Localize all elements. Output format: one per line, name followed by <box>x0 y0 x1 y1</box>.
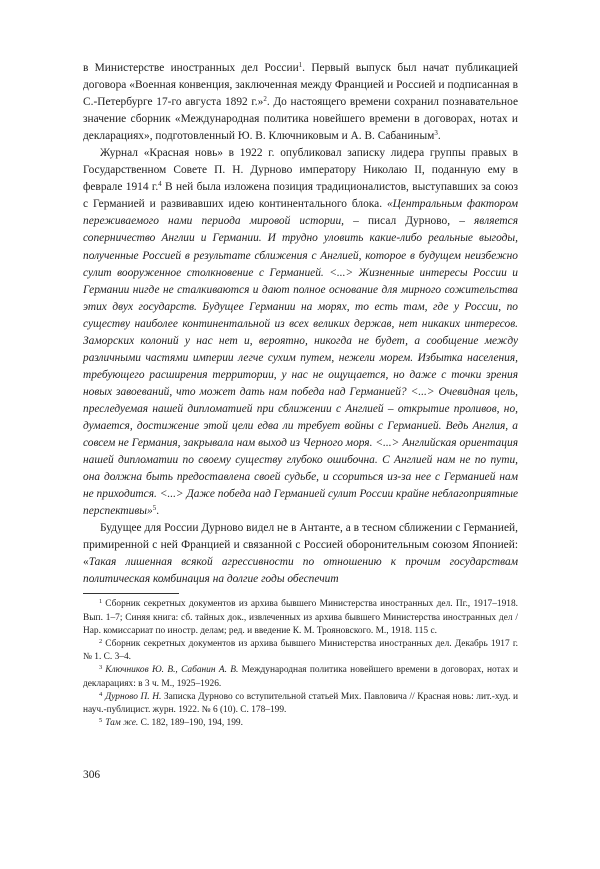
text-run: Сборник секретных документов из архива бывшего Министерства иностранных дел. Декабрь 1917 г. № 1. С. 3–4. <box>83 639 518 663</box>
italic-text: Там же. <box>105 718 139 729</box>
text-run: В ней была изложена позиция традиционалистов, выступавших за союз с Германией и развивавших идею континентального блока. <box>83 181 518 211</box>
paragraph <box>83 60 518 145</box>
text-run: Международная политика новейшего времени в договорах, нотах и декларациях: в 3 ч. М., 1925–1926. <box>83 665 519 689</box>
document-page <box>83 60 518 730</box>
footnote-number: 1 <box>99 598 103 606</box>
italic-text: «Центральным фактором переживаемого нами периода мировой истории, <box>83 198 518 228</box>
text-run: . <box>156 505 160 518</box>
text-run: С. 182, 189–190, 194, 199. <box>138 718 243 729</box>
footnote <box>83 717 518 730</box>
text-run: Журнал «Красная новь» в 1922 г. опубликовал записку лидера группы правых в Государственном Совете П. Н. Дурново императору Николаю II, поданную ему в феврале 1914 г. <box>83 147 518 194</box>
paragraph <box>83 520 518 588</box>
italic-text: Дурново П. Н. <box>105 691 162 702</box>
text-run: . Первый выпуск был начат публикацией договора «Военная конвенция, заключенная между Францией и Россией и подписанная в С.-Петербурге 17-го августа 1892 г.» <box>83 62 519 109</box>
footnote <box>83 691 518 717</box>
footnote-number: 5 <box>99 717 103 725</box>
text-run: . <box>437 130 441 143</box>
body-text <box>83 60 518 588</box>
text-run: в Министерстве иностранных дел России <box>83 62 299 74</box>
paragraph <box>83 145 518 520</box>
italic-text: Ключников Ю. В., Сабанин А. В. <box>105 665 239 676</box>
footnote-number: 2 <box>99 638 103 646</box>
text-run: . До настоящего времени сохранил познавательное значение сборник «Международная политика новейшего времени в договорах, нотах и декларациях», подготовленный Ю. В. Ключниковым и А. В. Сабаниным <box>83 96 518 143</box>
footnote-number: 4 <box>99 690 103 698</box>
text-run: – писал Дурново, – <box>344 215 475 228</box>
text-run: Сборник секретных документов из архива бывшего Министерства иностранных дел. Пг., 1917–1918. Вып. 1–7; Синяя книга: сб. тайных док., извлеченных из архива бывшего Министерства иностранных дел / Нар. комиссариат по иностр. делам; ред. и введение К. М. Трояновского. М., 1918. 115 с. <box>83 599 518 636</box>
footnote-divider <box>83 593 179 594</box>
italic-text: Такая лишенная всякой агрессивности по отношению к прочим государствам политическая комбинация на долгие годы обеспечит <box>83 556 518 586</box>
page-number: 306 <box>83 769 101 781</box>
footnote <box>83 638 518 664</box>
footnote-number: 3 <box>99 664 103 672</box>
footnote <box>83 664 518 690</box>
italic-text: является соперничество Англии и Германии. И трудно уловить какие-либо реальные выгоды, полученные Россией в результате сближения с Англией, которое в будущем неизбежно сулит вооруженное столкновение с Германией. <...> Жизненные интересы России и Германии нигде не сталкиваются и дают полное основание для мирного сожительства этих двух государств. Будущее Германии на морях, то есть там, где у России, по существу наиболее континентальной из всех великих держав, нет никаких интересов. Заморских колоний у нас нет и, вероятно, никогда не будет, а сообщение между различными частями империи легче сухим путем, нежели морем. Избытка населения, требующего расширения территории, у нас не ощущается, но даже с точки зрения новых завоеваний, что может дать нам победа над Германией? <...> Очевидная цель, преследуемая нашей дипломатией при сближении с Англией – открытие проливов, но, думается, достижение этой цели едва ли требует войны с Германией. Ведь Англия, а совсем не Германия, закрывала нам выход из Черного моря. <...> Английская ориентация нашей дипломатии по своему существу глубоко ошибочна. С Англией нам не по пути, она должна быть предоставлена своей судьбе, и ссориться из-за нее с Германией нам не приходится. <...> Даже победа над Германией сулит России крайне неблагоприятные перспективы» <box>83 215 518 518</box>
text-run: Будущее для России Дурново видел не в Антанте, а в тесном сближении с Германией, примиренной с ней Францией и связанной с Россией оборонительным союзом Японией: « <box>83 522 518 569</box>
footnote-ref: 2 <box>263 95 267 104</box>
footnote-ref: 4 <box>158 180 162 189</box>
footnote-ref: 5 <box>152 504 157 513</box>
text-run: Записка Дурново со вступительной статьей Мих. Павловича // Красная новь: лит.-худ. и науч.-публицист. журн. 1922. № 6 (10). С. 178–199. <box>83 691 519 716</box>
footnote-ref: 1 <box>298 61 303 69</box>
footnote-ref: 3 <box>434 129 438 138</box>
footnotes <box>83 598 518 730</box>
footnote <box>83 598 518 638</box>
